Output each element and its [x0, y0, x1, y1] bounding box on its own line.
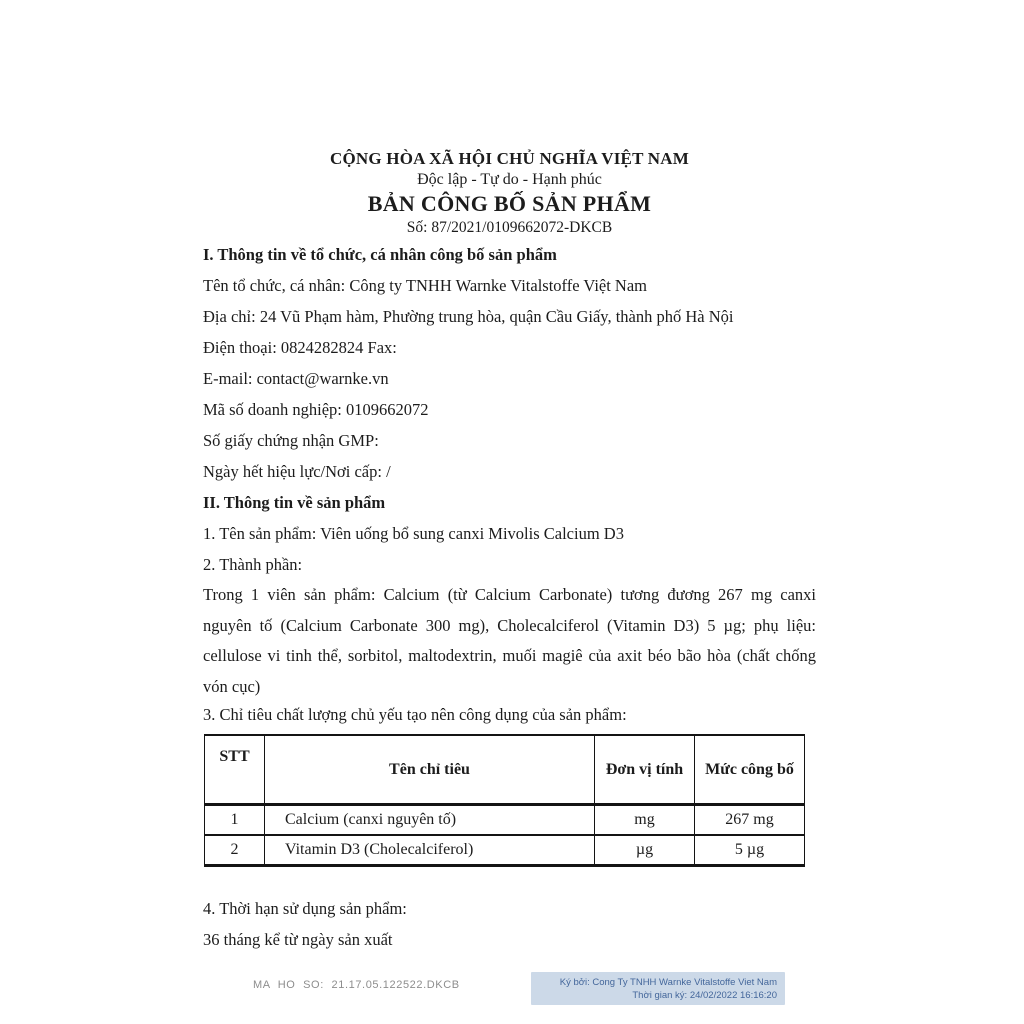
file-code: MA HO SO: 21.17.05.122522.DKCB — [253, 979, 460, 991]
ingredients-heading: 2. Thành phần: — [203, 555, 303, 574]
table-header-stt: STT — [205, 735, 265, 805]
table-header-row — [205, 735, 805, 805]
motto: Độc lập - Tự do - Hạnh phúc — [417, 171, 602, 188]
national-title: CỘNG HÒA XÃ HỘI CHỦ NGHĨA VIỆT NAM — [330, 149, 689, 168]
email-line: E-mail: contact@warnke.vn — [203, 369, 389, 388]
cell-criterion: Calcium (canxi nguyên tố) — [265, 805, 595, 836]
gmp-certificate-line: Số giấy chứng nhận GMP: — [203, 431, 379, 450]
cell-declared-level: 5 µg — [695, 835, 805, 866]
ingredients-line: cellulose vi tinh thể, sorbitol, maltodextrin, muối magiê của axit béo bão hòa (chất chống — [203, 646, 816, 665]
cell-stt: 2 — [205, 835, 265, 866]
table-header-unit: Đơn vị tính — [595, 735, 695, 805]
ingredients-line: Trong 1 viên sản phẩm: Calcium (từ Calcium Carbonate) tương đương 267 mg canxi — [203, 585, 816, 604]
table-header-criterion: Tên chỉ tiêu — [265, 735, 595, 805]
table-row — [205, 835, 805, 866]
ingredients-line: nguyên tố (Calcium Carbonate 300 mg), Cholecalciferol (Vitamin D3) 5 µg; phụ liệu: — [203, 615, 816, 635]
quality-table — [204, 734, 805, 867]
cell-declared-level: 267 mg — [695, 805, 805, 836]
document-number: Số: 87/2021/0109662072-DKCB — [406, 219, 613, 236]
table-header-declared-level: Mức công bố — [695, 735, 805, 805]
cell-unit: µg — [595, 835, 695, 866]
cell-criterion: Vitamin D3 (Cholecalciferol) — [265, 835, 595, 866]
org-name-line: Tên tổ chức, cá nhân: Công ty TNHH Warnke Vitalstoffe Việt Nam — [203, 276, 648, 295]
document-body — [203, 148, 816, 955]
ingredients-paragraph — [203, 580, 816, 702]
shelf-life-value: 36 tháng kể từ ngày sản xuất — [203, 930, 393, 949]
cell-unit: mg — [595, 805, 695, 836]
product-name-line: 1. Tên sản phẩm: Viên uống bổ sung canxi Mivolis Calcium D3 — [203, 524, 624, 543]
signature-signed-time: Thời gian ký: 24/02/2022 16:16:20 — [632, 990, 777, 1001]
signature-box — [531, 972, 785, 1005]
gmp-expiry-line: Ngày hết hiệu lực/Nơi cấp: / — [203, 462, 391, 481]
quality-heading: 3. Chỉ tiêu chất lượng chủ yếu tạo nên công dụng của sản phẩm: — [203, 705, 627, 724]
phone-fax-line: Điện thoại: 0824282824 Fax: — [203, 338, 397, 357]
business-id-line: Mã số doanh nghiệp: 0109662072 — [203, 400, 429, 419]
ingredients-line: vón cục) — [203, 676, 261, 696]
address-line: Địa chỉ: 24 Vũ Phạm hàm, Phường trung hòa, quận Cầu Giấy, thành phố Hà Nội — [203, 307, 734, 326]
document-title: BẢN CÔNG BỐ SẢN PHẨM — [367, 191, 652, 216]
table-row — [205, 805, 805, 836]
signature-signed-by: Ký bởi: Cong Ty TNHH Warnke Vitalstoffe Viet Nam — [559, 977, 777, 988]
section-1-heading: I. Thông tin về tổ chức, cá nhân công bố sản phẩm — [203, 245, 557, 264]
section-2-heading: II. Thông tin về sản phẩm — [203, 493, 386, 512]
cell-stt: 1 — [205, 805, 265, 836]
shelf-life-heading: 4. Thời hạn sử dụng sản phẩm: — [203, 899, 407, 918]
